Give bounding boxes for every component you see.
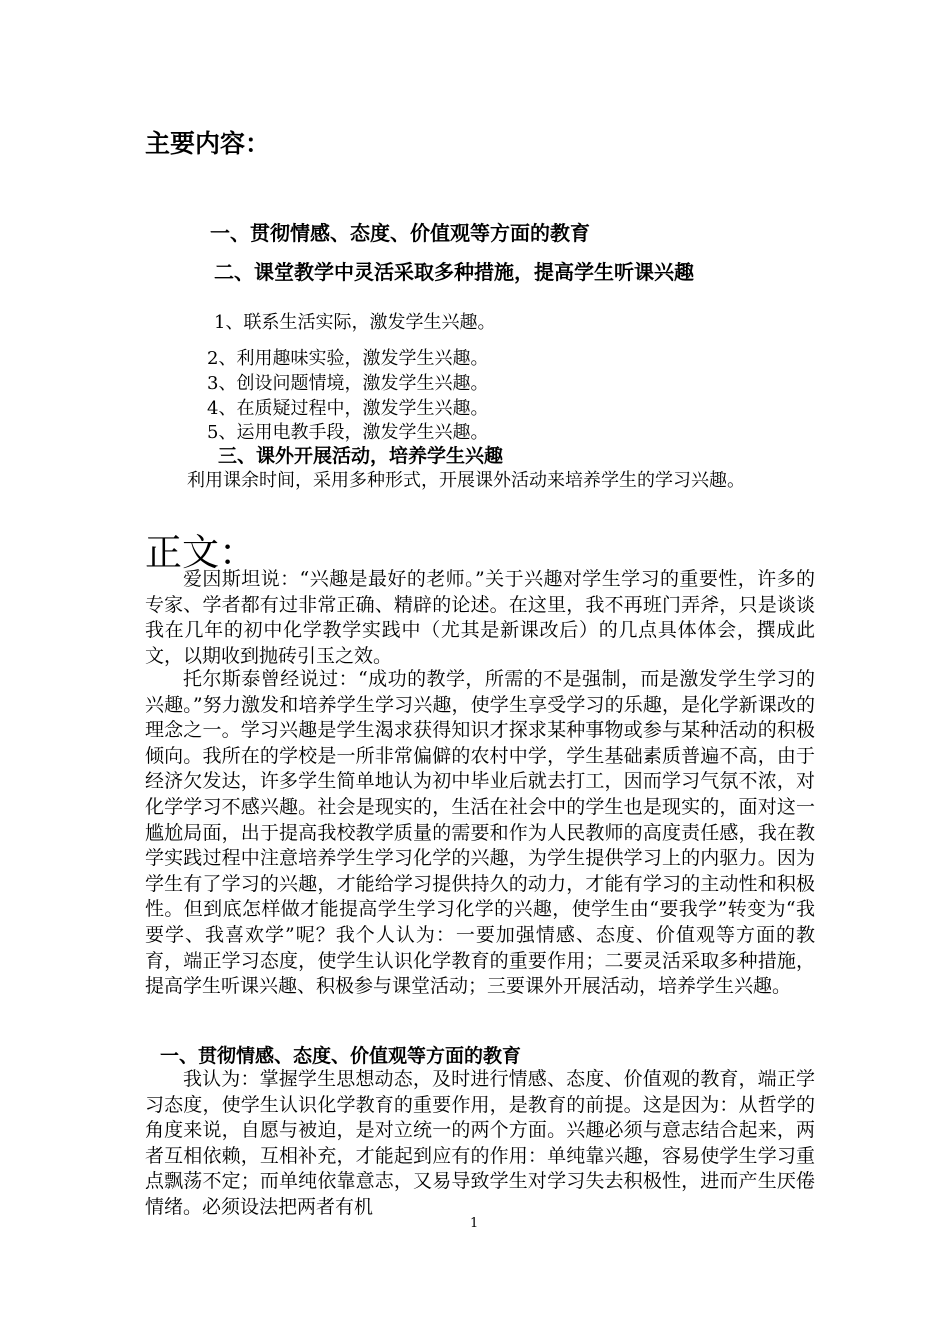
outline-item-1: 1、联系生活实际，激发学生兴趣。	[214, 312, 496, 333]
outline-item-2: 2、利用趣味实验，激发学生兴趣。	[207, 348, 489, 369]
page-number: 1	[470, 1216, 479, 1231]
body-paragraph-2: 托尔斯泰曾经说过：“成功的教学，所需的不是强制，而是激发学生学习的兴趣。”努力激发和培养学生学习兴趣，使学生享受学习的乐趣，是化学新课改的理念之一。学习兴趣是学生渴求获得知识才探求某种事物或参与某种活动的积极倾向。我所在的学校是一所非常偏僻的农村中学，学生基础素质普遍不高，由于经济欠发达，许多学生简单地认为初中毕业后就去打工，因而学习气氛不浓，对化学学习不感兴趣。社会是现实的，生活在社会中的学生也是现实的，面对这一尴尬局面，出于提高我校教学质量的需要和作为人民教师的高度责任感，我在教学实践过程中注意培养学生学习化学的兴趣，为学生提供学习上的内驱力。因为学生有了学习的兴趣，才能给学习提供持久的动力，才能有学习的主动性和积极性。但到底怎样做才能提高学生学习化学的兴趣，使学生由“要我学”转变为“我要学、我喜欢学”呢？我个人认为：一要加强情感、态度、价值观等方面的教育，端正学习态度，使学生认识化学教育的重要作用；二要灵活采取多种措施，提高学生听课兴趣、积极参与课堂活动；三要课外开展活动，培养学生兴趣。	[145, 668, 815, 998]
outline-section-3-summary: 利用课余时间，采用多种形式，开展课外活动来培养学生的学习兴趣。	[187, 470, 745, 491]
outline-heading: 主要内容：	[145, 129, 271, 158]
outline-item-3: 3、创设问题情境，激发学生兴趣。	[207, 373, 489, 394]
body-section-1-paragraph: 我认为：掌握学生思想动态，及时进行情感、态度、价值观的教育，端正学习态度，使学生认识化学教育的重要作用，是教育的前提。这是因为：从哲学的角度来说，自愿与被迫，是对立统一的两个方面。兴趣必须与意志结合起来，两者互相依赖，互相补充，才能起到应有的作用：单纯靠兴趣，容易使学生学习重点飘荡不定；而单纯依靠意志，又易导致学生对学习失去积极性，进而产生厌倦情绪。必须设法把两者有机	[145, 1068, 815, 1218]
body-section-1-heading: 一、贯彻情感、态度、价值观等方面的教育	[160, 1045, 522, 1067]
outline-section-3: 三、课外开展活动，培养学生兴趣	[218, 445, 504, 467]
body-heading: 正文：	[145, 531, 256, 574]
body-paragraph-1: 爱因斯坦说：“兴趣是最好的老师。”关于兴趣对学生学习的重要性，许多的专家、学者都有过非常正确、精辟的论述。在这里，我不再班门弄斧，只是谈谈我在几年的初中化学教学实践中（尤其是新课改后）的几点具体体会，撰成此文，以期收到抛砖引玉之效。	[145, 568, 815, 667]
outline-section-2: 二、课堂教学中灵活采取多种措施，提高学生听课兴趣	[214, 260, 694, 284]
outline-section-1: 一、贯彻情感、态度、价值观等方面的教育	[210, 221, 590, 245]
outline-item-5: 5、运用电教手段，激发学生兴趣。	[207, 422, 489, 443]
outline-item-4: 4、在质疑过程中，激发学生兴趣。	[207, 398, 489, 419]
